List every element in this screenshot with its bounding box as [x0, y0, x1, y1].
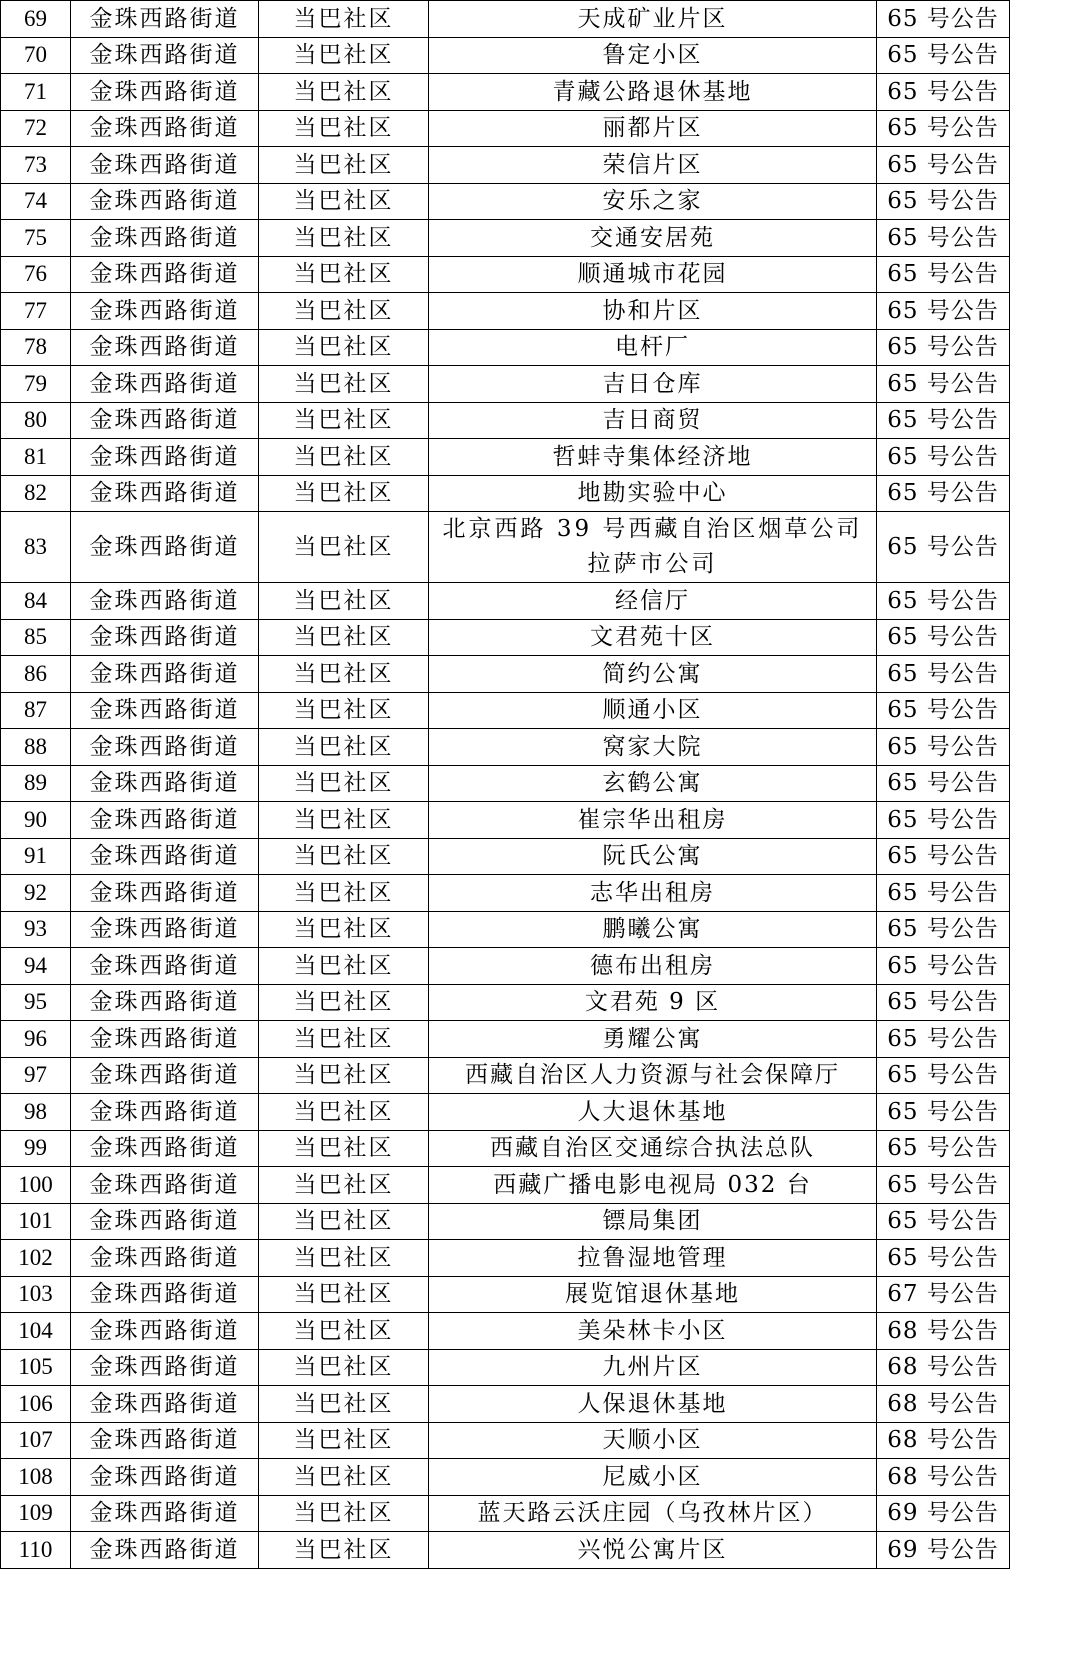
street-cell: 金珠西路街道 — [71, 110, 259, 147]
community-cell: 当巴社区 — [259, 147, 429, 184]
row-number-cell: 95 — [1, 984, 71, 1021]
area-name-cell: 志华出租房 — [429, 875, 877, 912]
row-number-cell: 76 — [1, 256, 71, 293]
community-cell: 当巴社区 — [259, 1495, 429, 1532]
notice-cell: 65 号公告 — [877, 1094, 1010, 1131]
table-row — [1, 765, 1010, 802]
notice-cell: 65 号公告 — [877, 1203, 1010, 1240]
area-name-cell: 安乐之家 — [429, 183, 877, 220]
notice-cell: 65 号公告 — [877, 512, 1010, 583]
community-cell: 当巴社区 — [259, 1, 429, 38]
row-number-cell: 80 — [1, 402, 71, 439]
area-name-cell: 经信厅 — [429, 583, 877, 620]
table-row — [1, 1532, 1010, 1569]
street-cell: 金珠西路街道 — [71, 329, 259, 366]
community-cell: 当巴社区 — [259, 1021, 429, 1058]
street-cell: 金珠西路街道 — [71, 1349, 259, 1386]
street-cell: 金珠西路街道 — [71, 802, 259, 839]
area-name-cell: 文君苑十区 — [429, 619, 877, 656]
area-name-cell: 德布出租房 — [429, 948, 877, 985]
street-cell: 金珠西路街道 — [71, 1459, 259, 1496]
community-cell: 当巴社区 — [259, 692, 429, 729]
table-row — [1, 147, 1010, 184]
area-name-cell: 吉日商贸 — [429, 402, 877, 439]
street-cell: 金珠西路街道 — [71, 1057, 259, 1094]
table-row — [1, 1094, 1010, 1131]
notice-cell: 68 号公告 — [877, 1422, 1010, 1459]
area-name-cell: 丽都片区 — [429, 110, 877, 147]
notice-cell: 65 号公告 — [877, 74, 1010, 111]
community-cell: 当巴社区 — [259, 1276, 429, 1313]
area-name-cell: 蓝天路云沃庄园（乌孜林片区） — [429, 1495, 877, 1532]
area-name-cell: 简约公寓 — [429, 656, 877, 693]
area-name-cell: 西藏广播电影电视局 032 台 — [429, 1167, 877, 1204]
area-name-cell: 交通安居苑 — [429, 220, 877, 257]
row-number-cell: 87 — [1, 692, 71, 729]
table-row — [1, 1422, 1010, 1459]
row-number-cell: 101 — [1, 1203, 71, 1240]
row-number-cell: 82 — [1, 475, 71, 512]
community-cell: 当巴社区 — [259, 220, 429, 257]
area-name-cell: 西藏自治区人力资源与社会保障厅 — [429, 1057, 877, 1094]
row-number-cell: 89 — [1, 765, 71, 802]
community-cell: 当巴社区 — [259, 183, 429, 220]
notice-cell: 65 号公告 — [877, 948, 1010, 985]
table-row — [1, 1349, 1010, 1386]
street-cell: 金珠西路街道 — [71, 475, 259, 512]
notice-cell: 65 号公告 — [877, 984, 1010, 1021]
area-name-cell: 鹏曦公寓 — [429, 911, 877, 948]
community-cell: 当巴社区 — [259, 74, 429, 111]
notice-cell: 65 号公告 — [877, 1021, 1010, 1058]
community-cell: 当巴社区 — [259, 293, 429, 330]
row-number-cell: 71 — [1, 74, 71, 111]
row-number-cell: 75 — [1, 220, 71, 257]
row-number-cell: 88 — [1, 729, 71, 766]
area-name-cell: 天成矿业片区 — [429, 1, 877, 38]
row-number-cell: 107 — [1, 1422, 71, 1459]
area-name-cell: 电杆厂 — [429, 329, 877, 366]
table-row — [1, 402, 1010, 439]
row-number-cell: 94 — [1, 948, 71, 985]
area-name-cell: 美朵林卡小区 — [429, 1313, 877, 1350]
street-cell: 金珠西路街道 — [71, 402, 259, 439]
area-name-cell: 人大退休基地 — [429, 1094, 877, 1131]
community-cell: 当巴社区 — [259, 875, 429, 912]
row-number-cell: 72 — [1, 110, 71, 147]
community-cell: 当巴社区 — [259, 948, 429, 985]
community-cell: 当巴社区 — [259, 329, 429, 366]
community-cell: 当巴社区 — [259, 1167, 429, 1204]
notice-cell: 65 号公告 — [877, 802, 1010, 839]
community-cell: 当巴社区 — [259, 1130, 429, 1167]
street-cell: 金珠西路街道 — [71, 1386, 259, 1423]
table-row — [1, 1386, 1010, 1423]
table-row — [1, 619, 1010, 656]
street-cell: 金珠西路街道 — [71, 838, 259, 875]
area-name-cell: 顺通小区 — [429, 692, 877, 729]
table-row — [1, 1021, 1010, 1058]
notice-cell: 65 号公告 — [877, 147, 1010, 184]
area-name-cell: 荣信片区 — [429, 147, 877, 184]
street-cell: 金珠西路街道 — [71, 692, 259, 729]
table-row — [1, 656, 1010, 693]
street-cell: 金珠西路街道 — [71, 1021, 259, 1058]
notice-cell: 68 号公告 — [877, 1349, 1010, 1386]
community-cell: 当巴社区 — [259, 1203, 429, 1240]
community-cell: 当巴社区 — [259, 1532, 429, 1569]
row-number-cell: 103 — [1, 1276, 71, 1313]
community-cell: 当巴社区 — [259, 1349, 429, 1386]
street-cell: 金珠西路街道 — [71, 1167, 259, 1204]
area-name-cell: 顺通城市花园 — [429, 256, 877, 293]
row-number-cell: 70 — [1, 37, 71, 74]
community-cell: 当巴社区 — [259, 838, 429, 875]
table-row — [1, 875, 1010, 912]
table-row — [1, 948, 1010, 985]
notice-cell: 65 号公告 — [877, 475, 1010, 512]
notice-cell: 65 号公告 — [877, 220, 1010, 257]
table-body — [1, 1, 1010, 1569]
area-name-cell: 玄鹤公寓 — [429, 765, 877, 802]
street-cell: 金珠西路街道 — [71, 948, 259, 985]
row-number-cell: 98 — [1, 1094, 71, 1131]
community-cell: 当巴社区 — [259, 1386, 429, 1423]
street-cell: 金珠西路街道 — [71, 256, 259, 293]
table-row — [1, 366, 1010, 403]
row-number-cell: 110 — [1, 1532, 71, 1569]
street-cell: 金珠西路街道 — [71, 656, 259, 693]
community-cell: 当巴社区 — [259, 984, 429, 1021]
notice-cell: 65 号公告 — [877, 110, 1010, 147]
row-number-cell: 83 — [1, 512, 71, 583]
community-cell: 当巴社区 — [259, 439, 429, 476]
notice-cell: 69 号公告 — [877, 1532, 1010, 1569]
community-cell: 当巴社区 — [259, 656, 429, 693]
area-name-cell: 文君苑 9 区 — [429, 984, 877, 1021]
community-cell: 当巴社区 — [259, 37, 429, 74]
community-cell: 当巴社区 — [259, 802, 429, 839]
street-cell: 金珠西路街道 — [71, 1240, 259, 1277]
table-row — [1, 293, 1010, 330]
row-number-cell: 104 — [1, 1313, 71, 1350]
row-number-cell: 81 — [1, 439, 71, 476]
notice-cell: 65 号公告 — [877, 183, 1010, 220]
notice-cell: 65 号公告 — [877, 729, 1010, 766]
community-cell: 当巴社区 — [259, 729, 429, 766]
community-cell: 当巴社区 — [259, 1240, 429, 1277]
street-cell: 金珠西路街道 — [71, 1495, 259, 1532]
table-row — [1, 729, 1010, 766]
area-name-cell: 西藏自治区交通综合执法总队 — [429, 1130, 877, 1167]
street-cell: 金珠西路街道 — [71, 512, 259, 583]
notice-cell: 69 号公告 — [877, 1495, 1010, 1532]
row-number-cell: 78 — [1, 329, 71, 366]
area-name-cell: 展览馆退休基地 — [429, 1276, 877, 1313]
table-row — [1, 439, 1010, 476]
street-cell: 金珠西路街道 — [71, 729, 259, 766]
table-row — [1, 1, 1010, 38]
notice-cell: 65 号公告 — [877, 692, 1010, 729]
table-row — [1, 1276, 1010, 1313]
table-row — [1, 329, 1010, 366]
notice-cell: 65 号公告 — [877, 583, 1010, 620]
table-row — [1, 911, 1010, 948]
notice-cell: 65 号公告 — [877, 256, 1010, 293]
area-name-cell: 窝家大院 — [429, 729, 877, 766]
street-cell: 金珠西路街道 — [71, 1130, 259, 1167]
notice-cell: 68 号公告 — [877, 1459, 1010, 1496]
table-row — [1, 1459, 1010, 1496]
community-cell: 当巴社区 — [259, 256, 429, 293]
community-cell: 当巴社区 — [259, 911, 429, 948]
street-cell: 金珠西路街道 — [71, 1276, 259, 1313]
row-number-cell: 91 — [1, 838, 71, 875]
area-name-cell: 镖局集团 — [429, 1203, 877, 1240]
area-name-cell: 兴悦公寓片区 — [429, 1532, 877, 1569]
community-cell: 当巴社区 — [259, 110, 429, 147]
notice-cell: 65 号公告 — [877, 402, 1010, 439]
community-cell: 当巴社区 — [259, 475, 429, 512]
table-row — [1, 583, 1010, 620]
street-cell: 金珠西路街道 — [71, 439, 259, 476]
community-cell: 当巴社区 — [259, 512, 429, 583]
notice-cell: 65 号公告 — [877, 37, 1010, 74]
area-name-cell: 勇耀公寓 — [429, 1021, 877, 1058]
area-name-cell: 天顺小区 — [429, 1422, 877, 1459]
area-name-cell: 青藏公路退休基地 — [429, 74, 877, 111]
community-cell: 当巴社区 — [259, 1313, 429, 1350]
street-cell: 金珠西路街道 — [71, 1532, 259, 1569]
notice-cell: 67 号公告 — [877, 1276, 1010, 1313]
notice-cell: 65 号公告 — [877, 1240, 1010, 1277]
table-row — [1, 512, 1010, 583]
table-row — [1, 1130, 1010, 1167]
table-row — [1, 37, 1010, 74]
area-name-cell: 人保退休基地 — [429, 1386, 877, 1423]
notice-cell: 68 号公告 — [877, 1386, 1010, 1423]
street-cell: 金珠西路街道 — [71, 765, 259, 802]
table-row — [1, 1167, 1010, 1204]
area-name-cell: 协和片区 — [429, 293, 877, 330]
area-name-cell: 鲁定小区 — [429, 37, 877, 74]
street-cell: 金珠西路街道 — [71, 293, 259, 330]
table-row — [1, 110, 1010, 147]
table-row — [1, 475, 1010, 512]
table-row — [1, 220, 1010, 257]
notice-cell: 65 号公告 — [877, 439, 1010, 476]
table-row — [1, 1313, 1010, 1350]
notice-cell: 65 号公告 — [877, 329, 1010, 366]
row-number-cell: 93 — [1, 911, 71, 948]
street-cell: 金珠西路街道 — [71, 875, 259, 912]
row-number-cell: 77 — [1, 293, 71, 330]
community-cell: 当巴社区 — [259, 1459, 429, 1496]
notice-cell: 65 号公告 — [877, 911, 1010, 948]
community-cell: 当巴社区 — [259, 1422, 429, 1459]
notice-cell: 65 号公告 — [877, 293, 1010, 330]
area-name-cell: 九州片区 — [429, 1349, 877, 1386]
table-row — [1, 1495, 1010, 1532]
table-row — [1, 692, 1010, 729]
street-cell: 金珠西路街道 — [71, 583, 259, 620]
table-row — [1, 802, 1010, 839]
notice-cell: 65 号公告 — [877, 1, 1010, 38]
row-number-cell: 108 — [1, 1459, 71, 1496]
area-name-cell: 拉鲁湿地管理 — [429, 1240, 877, 1277]
notice-cell: 65 号公告 — [877, 366, 1010, 403]
row-number-cell: 69 — [1, 1, 71, 38]
street-cell: 金珠西路街道 — [71, 911, 259, 948]
area-name-cell: 哲蚌寺集体经济地 — [429, 439, 877, 476]
notice-cell: 65 号公告 — [877, 875, 1010, 912]
community-cell: 当巴社区 — [259, 1094, 429, 1131]
community-cell: 当巴社区 — [259, 402, 429, 439]
row-number-cell: 86 — [1, 656, 71, 693]
notice-cell: 65 号公告 — [877, 838, 1010, 875]
table-row — [1, 74, 1010, 111]
community-cell: 当巴社区 — [259, 1057, 429, 1094]
table-row — [1, 1057, 1010, 1094]
row-number-cell: 109 — [1, 1495, 71, 1532]
street-cell: 金珠西路街道 — [71, 220, 259, 257]
area-name-cell: 地勘实验中心 — [429, 475, 877, 512]
street-cell: 金珠西路街道 — [71, 74, 259, 111]
table-row — [1, 183, 1010, 220]
table-row — [1, 984, 1010, 1021]
area-name-cell: 阮氏公寓 — [429, 838, 877, 875]
street-cell: 金珠西路街道 — [71, 1094, 259, 1131]
notice-cell: 65 号公告 — [877, 765, 1010, 802]
area-name-cell: 崔宗华出租房 — [429, 802, 877, 839]
row-number-cell: 84 — [1, 583, 71, 620]
community-cell: 当巴社区 — [259, 366, 429, 403]
area-name-cell: 吉日仓库 — [429, 366, 877, 403]
row-number-cell: 73 — [1, 147, 71, 184]
notice-cell: 65 号公告 — [877, 619, 1010, 656]
table-row — [1, 256, 1010, 293]
row-number-cell: 96 — [1, 1021, 71, 1058]
table-row — [1, 838, 1010, 875]
street-cell: 金珠西路街道 — [71, 1, 259, 38]
street-cell: 金珠西路街道 — [71, 1313, 259, 1350]
notice-cell: 65 号公告 — [877, 1057, 1010, 1094]
street-cell: 金珠西路街道 — [71, 1422, 259, 1459]
area-name-cell: 北京西路 39 号西藏自治区烟草公司拉萨市公司 — [429, 512, 877, 583]
community-cell: 当巴社区 — [259, 765, 429, 802]
area-name-cell: 尼威小区 — [429, 1459, 877, 1496]
row-number-cell: 97 — [1, 1057, 71, 1094]
street-cell: 金珠西路街道 — [71, 984, 259, 1021]
community-cell: 当巴社区 — [259, 583, 429, 620]
row-number-cell: 99 — [1, 1130, 71, 1167]
street-cell: 金珠西路街道 — [71, 1203, 259, 1240]
table-row — [1, 1203, 1010, 1240]
notice-cell: 65 号公告 — [877, 656, 1010, 693]
notice-cell: 68 号公告 — [877, 1313, 1010, 1350]
notice-cell: 65 号公告 — [877, 1167, 1010, 1204]
row-number-cell: 100 — [1, 1167, 71, 1204]
row-number-cell: 79 — [1, 366, 71, 403]
street-cell: 金珠西路街道 — [71, 366, 259, 403]
row-number-cell: 74 — [1, 183, 71, 220]
notice-cell: 65 号公告 — [877, 1130, 1010, 1167]
row-number-cell: 105 — [1, 1349, 71, 1386]
row-number-cell: 92 — [1, 875, 71, 912]
street-cell: 金珠西路街道 — [71, 619, 259, 656]
row-number-cell: 106 — [1, 1386, 71, 1423]
street-cell: 金珠西路街道 — [71, 37, 259, 74]
row-number-cell: 85 — [1, 619, 71, 656]
community-cell: 当巴社区 — [259, 619, 429, 656]
table-row — [1, 1240, 1010, 1277]
row-number-cell: 90 — [1, 802, 71, 839]
row-number-cell: 102 — [1, 1240, 71, 1277]
street-cell: 金珠西路街道 — [71, 183, 259, 220]
street-cell: 金珠西路街道 — [71, 147, 259, 184]
